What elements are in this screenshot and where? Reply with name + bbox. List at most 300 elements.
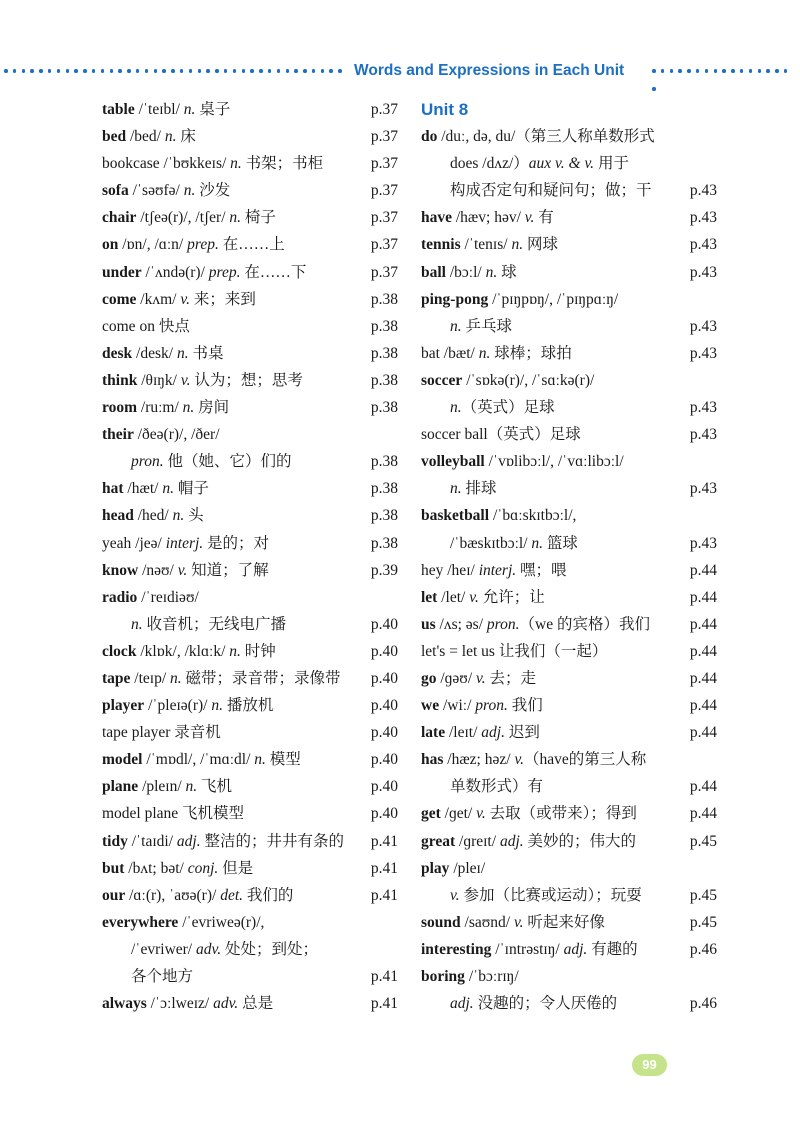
phonetic-text: /tʃeə(r)/, /tʃer/ <box>136 209 230 227</box>
word-entry <box>421 231 717 258</box>
word-entry <box>102 990 398 1017</box>
part-of-speech: pron. <box>486 615 520 633</box>
page-ref: p.43 <box>689 399 717 417</box>
headword: clock <box>102 642 137 660</box>
entry-text <box>450 773 543 800</box>
word-entry <box>421 800 717 827</box>
part-of-speech: det. <box>220 886 243 904</box>
entry-text <box>421 611 650 638</box>
entry-text <box>450 882 642 909</box>
word-entry <box>421 259 717 286</box>
page-ref: p.43 <box>689 480 717 498</box>
headword: radio <box>102 588 138 606</box>
page-ref: p.37 <box>370 155 398 173</box>
definition: 是的；对 <box>203 534 270 552</box>
word-entry <box>421 719 717 746</box>
dot <box>13 69 17 73</box>
headword: know <box>102 561 139 579</box>
word-entry <box>102 773 398 800</box>
phonetic-text: /ˈvɒlibɔːl/, /ˈvɑːlibɔːl/ <box>484 453 624 471</box>
phonetic-text: hey /heɪ/ <box>421 561 479 579</box>
definition: 在……下 <box>240 263 307 281</box>
phonetic-text: /ɡet/ <box>440 805 477 823</box>
dot <box>784 69 788 73</box>
headword: model <box>102 751 143 769</box>
headword: interesting <box>421 940 492 958</box>
page-ref: p.46 <box>689 995 717 1013</box>
dot <box>171 69 175 73</box>
entry-text <box>450 990 617 1017</box>
part-of-speech: n. <box>164 128 177 146</box>
definition: 沙发 <box>195 182 231 200</box>
phonetic-text: tape player 录音机 <box>102 724 221 742</box>
word-entry <box>421 394 717 421</box>
entry-text <box>102 746 301 773</box>
definition: 整洁的；井井有条的 <box>200 832 344 850</box>
section-header <box>0 60 800 86</box>
part-of-speech: interj. <box>165 534 204 552</box>
phonetic-text: /duː, də, du/（第三人称单数形式 <box>437 128 655 146</box>
entry-text <box>421 746 646 773</box>
definition: 飞机 <box>197 778 233 796</box>
definition: 去；走 <box>485 669 536 687</box>
dot <box>39 69 43 73</box>
phonetic-text: model plane 飞机模型 <box>102 805 245 823</box>
word-entry <box>102 638 398 665</box>
phonetic-text: /ɡəʊ/ <box>436 669 476 687</box>
phonetic-text: /ˈpɪŋpɒŋ/, /ˈpɪŋpɑːŋ/ <box>488 290 619 308</box>
entry-text <box>102 123 196 150</box>
word-entry <box>102 231 398 258</box>
dot <box>329 69 333 73</box>
dot <box>259 69 263 73</box>
phonetic-text: /ˈtenɪs/ <box>460 236 512 254</box>
word-entry <box>102 936 398 963</box>
definition: （have的第三人称 <box>524 751 647 769</box>
entry-text <box>421 584 545 611</box>
page-ref: p.45 <box>689 913 717 931</box>
page-ref: p.43 <box>689 426 717 444</box>
page-ref: p.38 <box>370 290 398 308</box>
page-ref: p.40 <box>370 724 398 742</box>
page-ref: p.44 <box>689 642 717 660</box>
part-of-speech: n. <box>478 344 491 362</box>
definition: 帽子 <box>173 480 209 498</box>
entry-text <box>102 150 323 177</box>
word-entry <box>421 638 717 665</box>
word-entry <box>421 665 717 692</box>
word-entry <box>421 340 717 367</box>
headword: let <box>421 588 438 606</box>
phonetic-text: /nəʊ/ <box>138 561 178 579</box>
word-entry <box>102 584 398 611</box>
page-ref: p.38 <box>370 453 398 471</box>
word-entry <box>421 773 717 800</box>
dot <box>740 69 744 73</box>
entry-text <box>450 530 578 557</box>
headword: desk <box>102 344 133 362</box>
phonetic-text: come on 快点 <box>102 317 190 335</box>
headword: great <box>421 832 456 850</box>
headword: basketball <box>421 507 490 525</box>
definition: 有 <box>534 209 554 227</box>
entry-text <box>421 286 618 313</box>
page-ref: p.44 <box>689 778 717 796</box>
word-entry <box>421 204 717 231</box>
part-of-speech: v. <box>450 886 460 904</box>
part-of-speech: pron. <box>131 453 164 471</box>
dot <box>162 69 166 73</box>
phonetic-text: 单数形式）有 <box>450 778 544 796</box>
dot <box>731 69 735 73</box>
phonetic-text: /ˈsɒkə(r)/, /ˈsɑːkə(r)/ <box>462 371 595 389</box>
phonetic-text: /ˈbɑːskɪtbɔːl/, <box>489 507 577 525</box>
part-of-speech: n. <box>183 182 196 200</box>
page-ref: p.37 <box>370 101 398 118</box>
phonetic-text: /θɪŋk/ <box>137 371 181 389</box>
entry-text <box>421 909 605 936</box>
word-entry <box>102 204 398 231</box>
dot <box>722 69 726 73</box>
entry-text <box>131 936 318 963</box>
phonetic-text: /ˈreɪdiəʊ/ <box>137 588 199 606</box>
entry-text <box>102 286 256 313</box>
phonetic-text: /ðeə(r)/, /ðer/ <box>133 426 220 444</box>
word-entry <box>421 746 717 773</box>
part-of-speech: v. <box>180 371 191 389</box>
part-of-speech: n. <box>230 155 242 173</box>
phonetic-text: /ˈɪntrəstɪŋ/ <box>491 940 564 958</box>
definition: 时钟 <box>240 642 276 660</box>
dot <box>661 69 665 73</box>
page-ref: p.38 <box>370 344 398 362</box>
word-entry <box>102 150 398 177</box>
entry-text <box>102 421 220 448</box>
entry-text <box>102 177 230 204</box>
part-of-speech: adj. <box>563 940 588 958</box>
dot <box>22 69 26 73</box>
entry-text <box>102 96 230 123</box>
definition: 允许；让 <box>478 588 545 606</box>
word-entry <box>102 828 398 855</box>
definition: 他（她、它）们的 <box>163 453 292 471</box>
phonetic-text: /ˈɔːlweɪz/ <box>146 995 214 1013</box>
page-ref: p.43 <box>689 182 717 200</box>
phonetic-text: /ˈʌndə(r)/ <box>141 263 209 281</box>
part-of-speech: v. <box>514 751 525 769</box>
part-of-speech: n. <box>531 534 543 552</box>
entry-text <box>421 502 576 529</box>
headword: has <box>421 751 444 769</box>
part-of-speech: adv. <box>213 995 239 1013</box>
dot <box>321 69 325 73</box>
page-ref: p.43 <box>689 263 717 281</box>
word-entry <box>102 123 398 150</box>
definition: 总是 <box>238 995 274 1013</box>
phonetic-text: /leɪt/ <box>445 724 482 742</box>
page-ref: p.38 <box>370 371 398 389</box>
entry-text <box>421 204 554 231</box>
part-of-speech: n. <box>172 507 185 525</box>
word-entry <box>102 909 398 936</box>
definition: 但是 <box>218 859 254 877</box>
page-ref: p.43 <box>689 209 717 227</box>
page-ref: p.37 <box>370 209 398 227</box>
definition: 网球 <box>523 236 558 254</box>
headword: always <box>102 995 147 1013</box>
word-entry <box>421 313 717 340</box>
dot <box>57 69 61 73</box>
definition: 书桌 <box>188 344 224 362</box>
phonetic-text: /bʌt; bət/ <box>124 859 188 877</box>
page-ref: p.40 <box>370 751 398 769</box>
headword: do <box>421 128 438 146</box>
page-ref: p.41 <box>370 859 398 877</box>
word-entry <box>421 367 717 394</box>
entry-text <box>102 259 306 286</box>
page-ref: p.45 <box>689 832 717 850</box>
word-entry <box>421 692 717 719</box>
definition: 房间 <box>194 399 230 417</box>
entry-text <box>102 800 244 827</box>
entry-text <box>421 828 636 855</box>
word-entry <box>102 313 398 340</box>
headword: think <box>102 371 138 389</box>
part-of-speech: n. <box>176 344 189 362</box>
headword: get <box>421 805 441 823</box>
headword: bed <box>102 128 127 146</box>
word-entry <box>102 259 398 286</box>
headword: sofa <box>102 182 129 200</box>
part-of-speech: n. <box>170 669 182 687</box>
entry-text <box>102 340 223 367</box>
dot <box>687 69 691 73</box>
page-ref: p.41 <box>370 886 398 904</box>
page-ref: p.40 <box>370 642 398 660</box>
word-entry <box>421 123 717 150</box>
page-ref: p.40 <box>370 778 398 796</box>
part-of-speech: conj. <box>187 859 219 877</box>
part-of-speech: pron. <box>475 697 508 715</box>
entry-text <box>102 828 344 855</box>
entry-text <box>450 394 555 421</box>
word-entry <box>421 963 717 990</box>
phonetic-text: /ʌs; əs/ <box>435 615 487 633</box>
left-word-column <box>102 96 398 1017</box>
definition: 收音机；无线电广播 <box>142 615 287 633</box>
part-of-speech: v. <box>469 588 479 606</box>
phonetic-text: /ˈtaɪdi/ <box>127 832 177 850</box>
word-entry <box>102 882 398 909</box>
page-ref: p.43 <box>689 236 717 254</box>
page-ref: p.43 <box>689 534 717 552</box>
part-of-speech: v. <box>180 290 190 308</box>
right-word-column <box>421 96 717 1017</box>
headword: boring <box>421 968 465 985</box>
definition: 椅子 <box>241 209 276 227</box>
definition: 没趣的；令人厌倦的 <box>473 995 618 1013</box>
definition: 乒乓球 <box>461 317 513 335</box>
page-ref: p.37 <box>370 128 398 146</box>
part-of-speech: v. <box>524 209 535 227</box>
phonetic-text: /ˈpleɪə(r)/ <box>144 697 212 715</box>
part-of-speech: adj. <box>450 995 474 1013</box>
page-ref: p.44 <box>689 697 717 715</box>
part-of-speech: n. <box>511 236 524 254</box>
phonetic-text: /hed/ <box>133 507 173 525</box>
page-ref: p.37 <box>370 182 398 200</box>
word-entry <box>102 800 398 827</box>
word-entry <box>421 530 717 557</box>
part-of-speech: n. <box>131 615 143 633</box>
entry-text <box>102 665 341 692</box>
part-of-speech: n. <box>450 317 462 335</box>
page-ref: p.44 <box>689 561 717 579</box>
definition: 认为；想；思考 <box>190 371 303 389</box>
page-ref: p.41 <box>370 995 398 1013</box>
part-of-speech: adj. <box>499 832 524 850</box>
definition: 知道；了解 <box>187 561 269 579</box>
definition: 在……上 <box>218 236 285 254</box>
definition: 我们 <box>507 697 543 715</box>
word-entry <box>102 530 398 557</box>
entry-text <box>102 231 285 258</box>
dot <box>268 69 272 73</box>
phonetic-text: /klɒk/, /klɑːk/ <box>136 642 230 660</box>
entry-text <box>421 259 517 286</box>
word-entry <box>102 557 398 584</box>
phonetic-text: does /dʌz/） <box>450 155 529 173</box>
entry-text <box>421 800 637 827</box>
entry-text <box>102 638 276 665</box>
dot <box>66 69 70 73</box>
word-entry <box>421 909 717 936</box>
phonetic-text: /pleɪn/ <box>138 778 186 796</box>
word-entry <box>102 611 398 638</box>
definition: 参加（比赛或运动）；玩耍 <box>459 886 642 904</box>
dot <box>74 69 78 73</box>
definition: 模型 <box>265 751 301 769</box>
word-entry <box>102 719 398 746</box>
page-ref: p.44 <box>689 669 717 687</box>
entry-text <box>102 394 229 421</box>
phonetic-text: /ˈmɒdl/, /ˈmɑːdl/ <box>142 751 255 769</box>
word-entry <box>421 828 717 855</box>
phonetic-text: /ˈsəʊfə/ <box>128 182 184 200</box>
word-entry <box>421 421 717 448</box>
dot <box>714 69 718 73</box>
page-ref: p.44 <box>689 615 717 633</box>
headword: everywhere <box>102 913 179 931</box>
word-entry <box>421 448 717 475</box>
part-of-speech: n. <box>182 399 195 417</box>
dot <box>749 69 753 73</box>
phonetic-text: /ɑː(r), ˈaʊə(r)/ <box>125 886 221 904</box>
headword: ball <box>421 263 446 281</box>
phonetic-text: 各个地方 <box>131 968 194 985</box>
page-ref: p.37 <box>370 236 398 254</box>
page-ref: p.44 <box>689 724 717 742</box>
phonetic-text: /ˈevriweə(r)/, <box>178 913 265 931</box>
phonetic-text: /bed/ <box>126 128 165 146</box>
header-dots-right <box>652 69 800 77</box>
page-ref: p.38 <box>370 480 398 498</box>
entry-text <box>421 340 572 367</box>
word-entry <box>102 855 398 882</box>
headword: late <box>421 724 446 742</box>
dot <box>277 69 281 73</box>
page-ref: p.44 <box>689 805 717 823</box>
entry-text <box>131 448 291 475</box>
phonetic-text: /saʊnd/ <box>460 913 514 931</box>
phonetic-text: /pleɪ/ <box>449 859 486 877</box>
header-dots-left <box>4 69 348 77</box>
word-entry <box>421 557 717 584</box>
part-of-speech: n. <box>450 399 462 417</box>
definition: 排球 <box>461 480 497 498</box>
word-entry <box>421 150 717 177</box>
entry-text <box>102 773 232 800</box>
dot <box>696 69 700 73</box>
entry-text <box>421 719 540 746</box>
dot <box>312 69 316 73</box>
headword: head <box>102 507 134 525</box>
headword: tennis <box>421 236 461 254</box>
phonetic-text: /hæt/ <box>123 480 163 498</box>
page-ref: p.45 <box>689 886 717 904</box>
entry-text <box>450 150 629 177</box>
word-entry <box>102 177 398 204</box>
definition: 迟到 <box>504 724 540 742</box>
entry-text <box>421 557 567 584</box>
headword: player <box>102 697 145 715</box>
entry-text <box>131 963 193 990</box>
part-of-speech: n. <box>229 642 241 660</box>
headword: come <box>102 290 137 308</box>
entry-text <box>421 638 607 665</box>
headword: but <box>102 859 125 877</box>
dot <box>215 69 219 73</box>
phonetic-text: bookcase /ˈbʊkkeɪs/ <box>102 155 231 173</box>
definition: 书架；书柜 <box>241 155 324 173</box>
part-of-speech: n. <box>183 101 196 118</box>
word-entry <box>102 96 398 123</box>
page-ref: p.38 <box>370 317 398 335</box>
word-entry <box>421 475 717 502</box>
word-entry <box>102 340 398 367</box>
part-of-speech: n. <box>254 751 266 769</box>
entry-text <box>102 719 221 746</box>
page-ref: p.38 <box>370 399 398 417</box>
definition: （英式）足球 <box>461 399 555 417</box>
phonetic-text: /ˈteɪbl/ <box>134 101 184 118</box>
dot <box>206 69 210 73</box>
part-of-speech: n. <box>185 778 198 796</box>
phonetic-text: /let/ <box>437 588 470 606</box>
page-ref: p.43 <box>689 317 717 335</box>
part-of-speech: prep. <box>187 236 219 254</box>
entry-text <box>421 855 485 882</box>
word-entry <box>102 421 398 448</box>
phonetic-text: /teɪp/ <box>130 669 171 687</box>
part-of-speech: n. <box>485 263 498 281</box>
entry-text <box>102 475 209 502</box>
dot <box>118 69 122 73</box>
page-ref: p.38 <box>370 507 398 525</box>
word-entry <box>421 286 717 313</box>
entry-text <box>421 665 536 692</box>
dot <box>145 69 149 73</box>
